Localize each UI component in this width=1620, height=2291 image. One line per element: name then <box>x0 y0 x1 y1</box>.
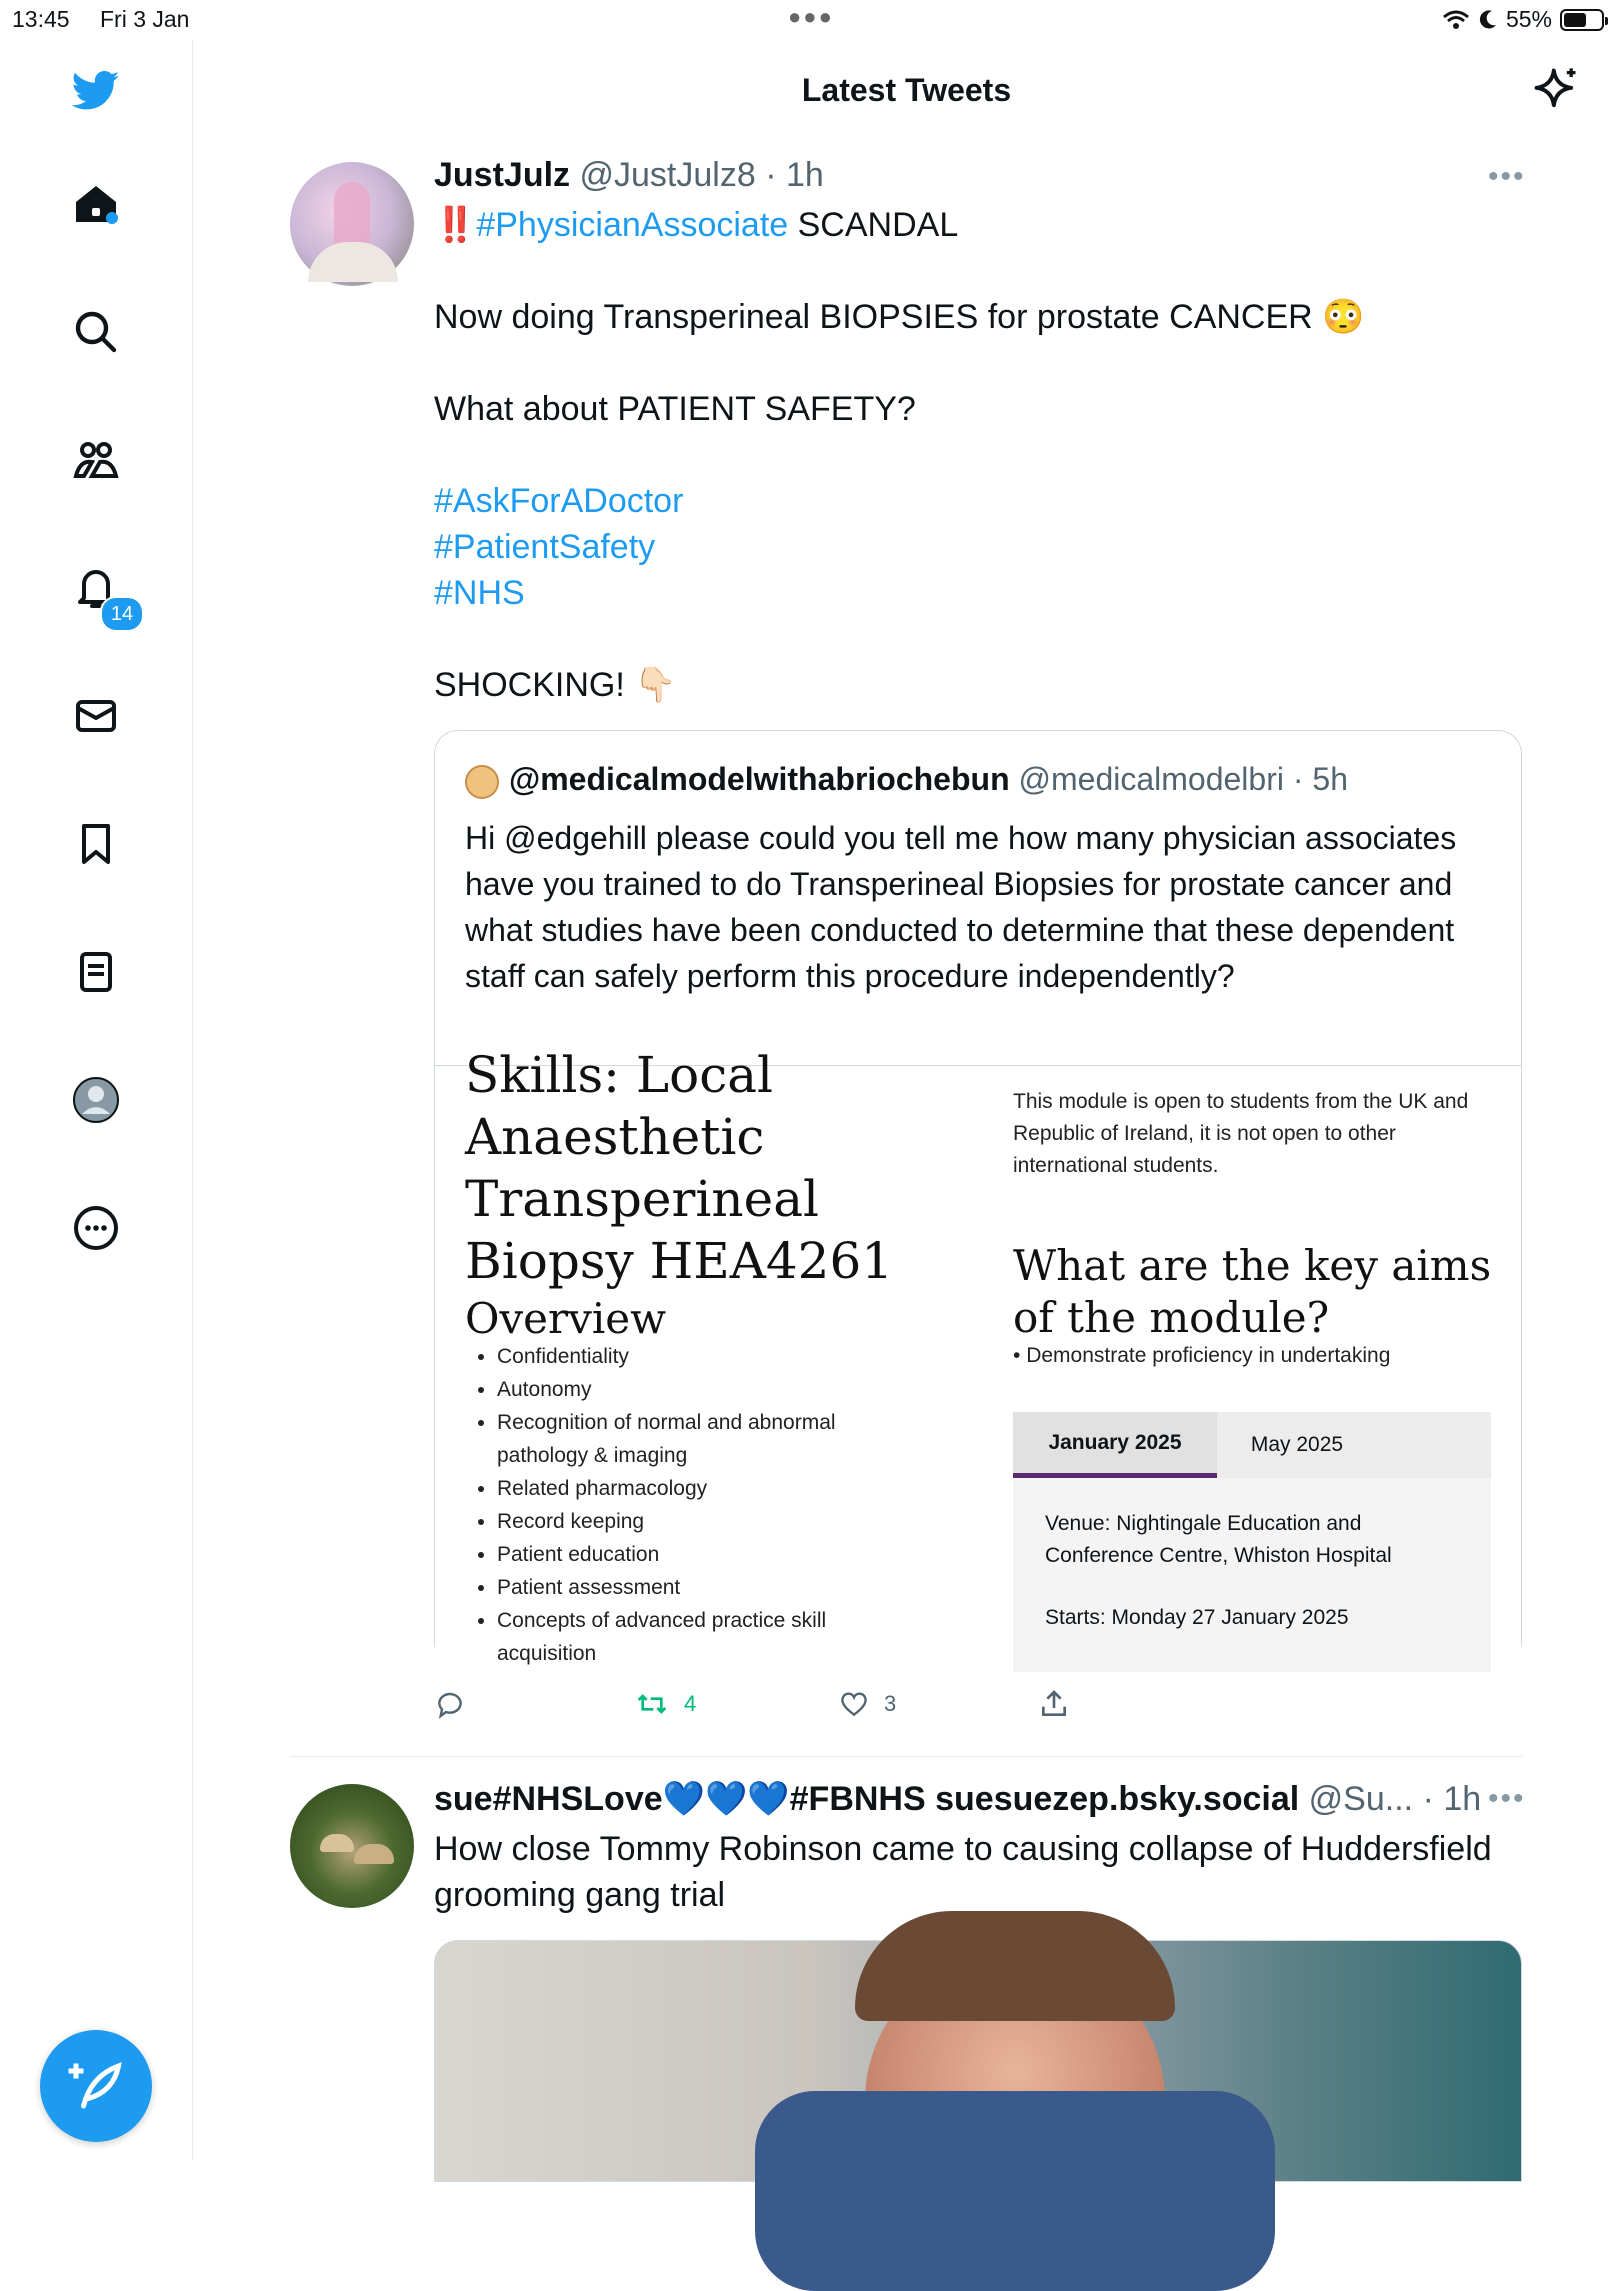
tab-january-2025: January 2025 <box>1013 1412 1217 1478</box>
quoted-tweet-card[interactable] <box>434 730 1522 1666</box>
module-title-line: Anaesthetic <box>465 1108 765 1166</box>
battery-percent: 55% <box>1505 6 1552 32</box>
like-button[interactable] <box>838 1688 896 1720</box>
search-icon[interactable] <box>68 304 124 360</box>
hashtag-link[interactable]: #PhysicianAssociate <box>476 206 789 244</box>
timeline-header <box>193 40 1620 140</box>
sparkle-timeline-icon[interactable] <box>1530 64 1582 116</box>
retweet-icon <box>634 1688 670 1720</box>
tweet-header: sue#NHSLove💙💙💙#FBNHS suesuezep.bsky.social @Su... · 1h <box>434 1780 1482 1818</box>
share-icon <box>1038 1688 1070 1720</box>
wifi-icon <box>1442 9 1470 31</box>
tweet-author-avatar[interactable] <box>290 162 414 286</box>
sidebar <box>0 40 193 2160</box>
retweet-count: 4 <box>684 1691 697 1716</box>
tweet-media-image[interactable] <box>434 1940 1522 2182</box>
module-title-line: Transperineal <box>465 1170 820 1228</box>
lists-icon[interactable] <box>68 944 124 1000</box>
tweet-author-handle[interactable]: @JustJulz8 <box>579 156 756 194</box>
status-right <box>1442 6 1604 33</box>
tweet-text: How close Tommy Robinson came to causing collapse of Huddersfield grooming gang trial <box>434 1830 1492 1914</box>
quoted-tweet-image[interactable] <box>435 1046 1521 1666</box>
tweet-body <box>434 202 1524 708</box>
status-date: Fri 3 Jan <box>100 6 190 32</box>
compose-tweet-button[interactable] <box>40 2030 152 2142</box>
bullet-item: • Confidentiality <box>497 1340 895 1373</box>
bullet-item: • Patient education <box>497 1538 895 1571</box>
bullet-item: • Patient assessment <box>497 1571 895 1604</box>
battery-icon <box>1560 9 1604 31</box>
more-options-circle-icon[interactable] <box>68 1200 124 1256</box>
tweet-author-handle[interactable]: @Su... <box>1308 1780 1414 1818</box>
module-notice: This module is open to students from the UK and Republic of Ireland, it is not open to other international students. <box>1013 1090 1469 1177</box>
moon-icon <box>1478 9 1498 31</box>
bullet-item: • Recognition of normal and abnormal pathology & imaging <box>497 1406 895 1472</box>
communities-icon[interactable] <box>68 432 124 488</box>
module-aims-bullet: • Demonstrate proficiency in undertaking <box>1013 1344 1391 1367</box>
quoted-author-name: @medicalmodelwithabriochebun <box>509 761 1010 797</box>
module-title-line: Biopsy HEA4261 <box>465 1232 894 1290</box>
tab-may-2025: May 2025 <box>1250 1433 1344 1456</box>
bullet-item: • Record keeping <box>497 1505 895 1538</box>
quoted-tweet-time: 5h <box>1312 761 1348 797</box>
tweet-time[interactable]: 1h <box>785 156 824 194</box>
like-count: 3 <box>884 1691 897 1716</box>
bullet-item: • Autonomy <box>497 1373 895 1406</box>
feather-plus-icon <box>66 2056 126 2116</box>
heart-icon <box>838 1688 870 1720</box>
retweet-button[interactable] <box>634 1688 696 1720</box>
tweet-line: ‼️#PhysicianAssociate SCANDAL <box>434 206 959 244</box>
page-title: Latest Tweets <box>801 72 1012 108</box>
tweet-line: What about PATIENT SAFETY? <box>434 390 916 428</box>
tweet-more-options-icon[interactable]: ••• <box>1488 160 1526 193</box>
tweet-author-avatar[interactable] <box>290 1784 414 1908</box>
reply-icon <box>434 1688 466 1720</box>
quoted-author-handle: @medicalmodelbri <box>1018 761 1284 797</box>
messages-mail-icon[interactable] <box>68 688 124 744</box>
reply-button[interactable] <box>434 1688 480 1720</box>
module-bullet-list <box>465 1345 895 1666</box>
tweet-line: SHOCKING! 👇🏻 <box>434 666 677 704</box>
bullet-item: • Concepts of advanced practice skill <box>497 1604 895 1637</box>
notifications-badge: 14 <box>100 596 144 632</box>
bullet-item-cut: acquisition <box>497 1642 597 1665</box>
status-bar <box>0 0 1620 40</box>
module-title-line: Skills: Local <box>465 1046 774 1104</box>
profile-avatar-icon[interactable] <box>68 1072 124 1128</box>
hashtag-link[interactable]: #AskForADoctor <box>434 482 684 520</box>
tweet-author-name[interactable]: JustJulz <box>434 156 571 194</box>
status-time: 13:45 <box>12 6 70 32</box>
multitasking-dots-icon[interactable]: ●●● <box>788 4 834 29</box>
tweet-actions-bar <box>434 1688 1520 1728</box>
tweet-author-name[interactable]: sue#NHSLove💙💙💙#FBNHS suesuezep.bsky.social <box>434 1780 1300 1818</box>
quoted-author-avatar <box>465 765 499 799</box>
quoted-tweet-header: @medicalmodelwithabriochebun @medicalmodelbri · 5h <box>465 761 1348 799</box>
module-dates-panel <box>1013 1412 1491 1672</box>
tweet-time[interactable]: 1h <box>1443 1780 1482 1818</box>
twitter-logo-icon[interactable] <box>68 62 124 118</box>
double-exclamation-emoji: ‼️ <box>434 206 477 244</box>
quoted-tweet-text: Hi @edgehill please could you tell me how many physician associates have you trained to do Transperineal Biopsies for prostate cancer and what studies have been conducted to determine that these dependent staff can safely perform this procedure independently? <box>465 820 1457 994</box>
bullet-item: • Related pharmacology <box>497 1472 895 1505</box>
hashtag-link[interactable]: #NHS <box>434 574 525 612</box>
bookmarks-icon[interactable] <box>68 816 124 872</box>
module-aims-heading: What are the key aims of the module? <box>1013 1241 1492 1342</box>
hashtag-link[interactable]: #PatientSafety <box>434 528 656 566</box>
tweet-divider <box>290 1756 1522 1757</box>
home-icon[interactable] <box>68 176 124 232</box>
module-venue: Venue: Nightingale Education and Conference Centre, Whiston Hospital <box>1045 1512 1392 1567</box>
home-new-dot <box>106 212 118 224</box>
module-overview-heading: Overview <box>465 1294 667 1343</box>
share-button[interactable] <box>1038 1688 1070 1720</box>
module-start-date: Starts: Monday 27 January 2025 <box>1045 1606 1349 1629</box>
tweet-line: Now doing Transperineal BIOPSIES for prostate CANCER 😳 <box>434 298 1365 336</box>
tweet-more-options-icon[interactable]: ••• <box>1488 1782 1526 1815</box>
